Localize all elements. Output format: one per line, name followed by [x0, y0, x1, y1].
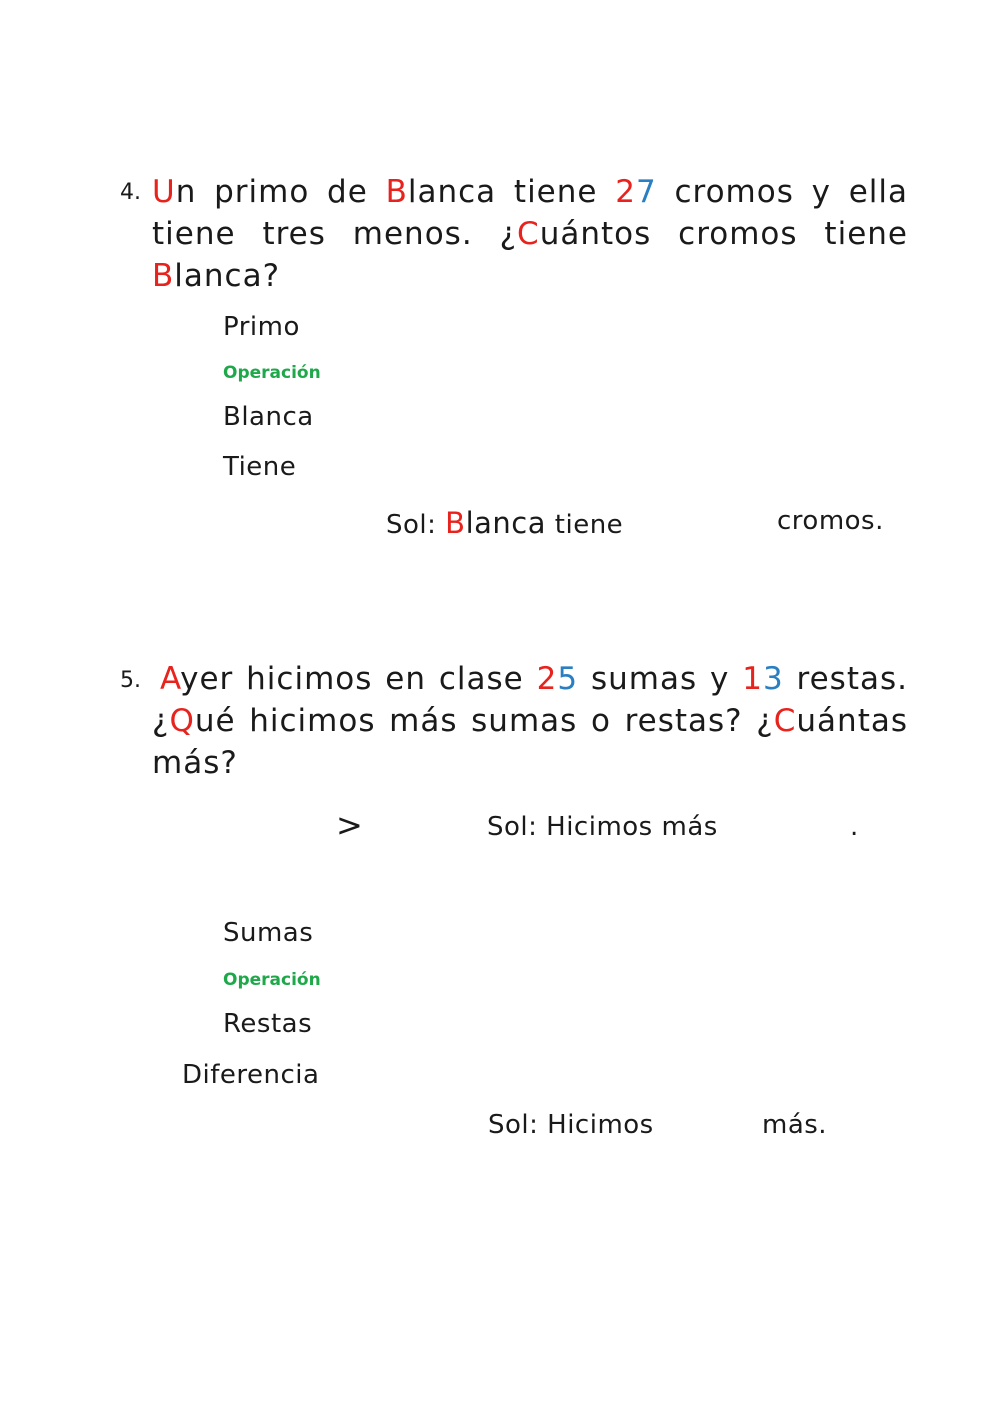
problem-4-line-3: Blanca?	[152, 258, 281, 294]
problem-5-line-1: Ayer hicimos en clase 25 sumas y 13 restas.	[160, 661, 908, 697]
label-operacion-5: Operación	[223, 970, 321, 990]
label-diferencia: Diferencia	[182, 1060, 320, 1090]
problem-5-solution-2-mas: más.	[762, 1110, 828, 1140]
problem-4-solution: Sol: Blanca tiene	[386, 506, 624, 540]
label-primo: Primo	[223, 312, 300, 342]
problem-5-solution-1: Sol: Hicimos más	[487, 812, 718, 842]
problem-5-line-3: más?	[152, 745, 238, 781]
problem-5-line-2: ¿Qué hicimos más sumas o restas? ¿Cuántas	[152, 703, 908, 739]
problem-4-line-1: Un primo de Blanca tiene 27 cromos y ella	[152, 174, 908, 210]
problem-5-solution-2: Sol: Hicimos	[488, 1110, 654, 1140]
problem-5-number: 5.	[120, 668, 141, 693]
label-blanca: Blanca	[223, 402, 314, 432]
problem-5-solution-1-dot: .	[850, 812, 859, 842]
label-sumas: Sumas	[223, 918, 314, 948]
label-restas: Restas	[223, 1009, 313, 1039]
problem-4-number: 4.	[120, 180, 141, 205]
problem-4-line-2: tiene tres menos. ¿Cuántos cromos tiene	[152, 216, 908, 252]
greater-than-symbol: >	[336, 806, 363, 844]
problem-4-solution-cromos: cromos.	[777, 506, 884, 536]
label-operacion: Operación	[223, 363, 321, 383]
label-tiene: Tiene	[223, 452, 297, 482]
